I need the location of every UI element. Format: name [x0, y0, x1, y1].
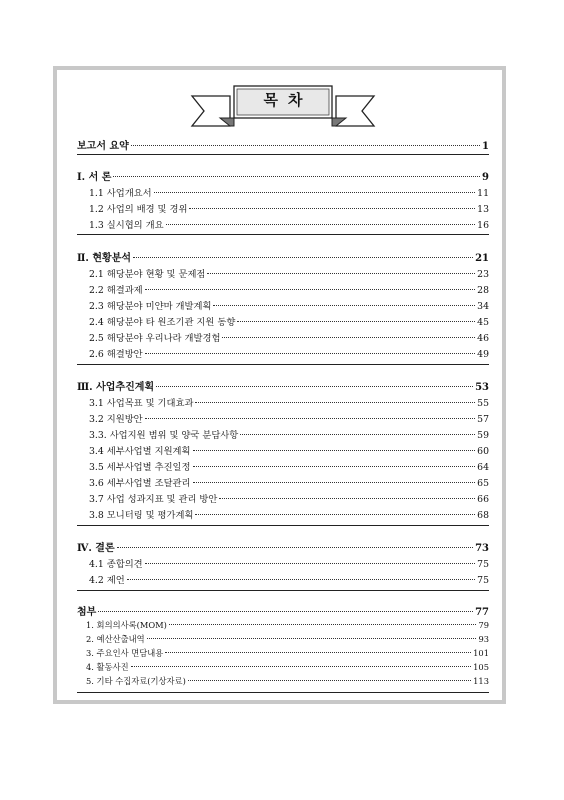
toc-item[interactable]: 1. 회의의사록(MOM) 79 [86, 620, 489, 630]
toc-item[interactable]: 3.6 세부사업별 조달관리 65 [89, 478, 489, 489]
toc-item[interactable]: 2.3 해당분야 미얀마 개발계획 34 [89, 301, 489, 312]
toc-item[interactable]: 2.6 해결방안 49 [89, 349, 489, 360]
toc-item[interactable]: 3.8 모니터링 및 평가계획 68 [89, 510, 489, 521]
divider [77, 525, 489, 526]
toc-item[interactable]: 4.1 종합의견 75 [89, 559, 489, 570]
toc-item[interactable]: 3.3. 사업지원 범위 및 양국 분담사항 59 [89, 430, 489, 441]
toc-title: 목차 [263, 91, 313, 109]
toc-item[interactable]: 1.2 사업의 배경 및 경위 13 [89, 204, 489, 215]
toc-item[interactable]: 5. 기타 수집자료(기상자료) 113 [86, 676, 489, 686]
toc-item[interactable]: 2.4 해당분야 타 원조기관 지원 동향 45 [89, 317, 489, 328]
toc-item[interactable]: 2.5 해당분야 우리나라 개발경험 46 [89, 333, 489, 344]
toc-item[interactable]: 1.3 실시협의 개요 16 [89, 220, 489, 231]
toc-item[interactable]: 3.4 세부사업별 지원계획 60 [89, 446, 489, 457]
toc-item[interactable]: 3.1 사업목표 및 기대효과 55 [89, 398, 489, 409]
toc-section[interactable]: Ⅳ. 결론 73 [77, 543, 489, 554]
toc-entry-summary[interactable]: 보고서 요약 1 [77, 141, 489, 152]
divider [77, 234, 489, 235]
toc-item[interactable]: 2. 예산산출내역 93 [86, 634, 489, 644]
toc-section[interactable]: Ⅰ. 서 론 9 [77, 172, 489, 183]
divider [77, 364, 489, 365]
toc-item[interactable]: 2.2 해결과제 28 [89, 285, 489, 296]
toc-item[interactable]: 4.2 제언 75 [89, 575, 489, 586]
toc-item[interactable]: 3. 주요인사 면담내용 101 [86, 648, 489, 658]
toc-item[interactable]: 3.7 사업 성과지표 및 관리 방안 66 [89, 494, 489, 505]
toc-section[interactable]: 첨부 77 [77, 607, 489, 618]
divider [77, 590, 489, 591]
toc-banner [190, 82, 376, 130]
toc-item[interactable]: 2.1 해당분야 현황 및 문제점 23 [89, 269, 489, 280]
toc-item[interactable]: 4. 활동사진 105 [86, 662, 489, 672]
toc-item[interactable]: 3.5 세부사업별 추진일정 64 [89, 462, 489, 473]
divider [77, 154, 489, 155]
toc-section[interactable]: Ⅱ. 현황분석 21 [77, 253, 489, 264]
toc-item[interactable]: 3.2 지원방안 57 [89, 414, 489, 425]
toc-item[interactable]: 1.1 사업개요서 11 [89, 188, 489, 199]
toc-section[interactable]: Ⅲ. 사업추진계획 53 [77, 382, 489, 393]
divider [77, 692, 489, 693]
